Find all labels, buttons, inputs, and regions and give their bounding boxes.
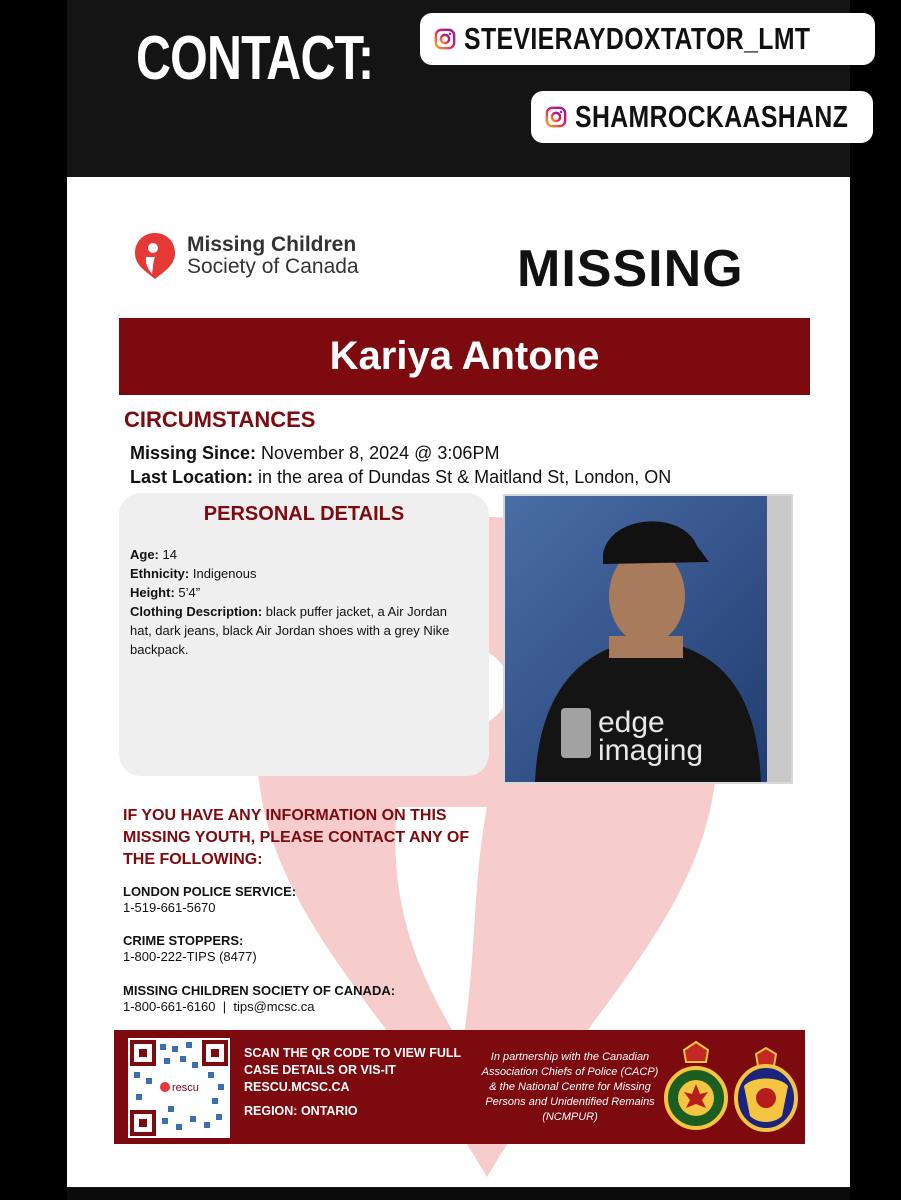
agency-name: LONDON POLICE SERVICE: — [123, 884, 297, 899]
personal-details-panel — [119, 493, 489, 776]
agency-name: MISSING CHILDREN SOCIETY OF CANADA: — [123, 983, 396, 998]
missing-person-photo — [503, 494, 793, 784]
clothing-label: Clothing Description: — [130, 604, 263, 619]
mcsc-logo-icon — [133, 231, 177, 281]
last-location — [130, 467, 671, 488]
height-row — [130, 583, 470, 602]
photo-watermark-line1: edge — [598, 706, 665, 739]
handle-text: SHAMROCKAASHANZ — [575, 99, 849, 134]
missing-since — [130, 443, 499, 464]
scan-instructions: SCAN THE QR CODE TO VIEW FULL CASE DETAILS OR VIS-IT RESCU.MCSC.CA — [244, 1046, 461, 1094]
last-location-label: Last Location: — [130, 467, 254, 487]
photo-watermark-line2: imaging — [598, 734, 704, 767]
clothing-value: black puffer jacket, a Air Jordan hat, dark jeans, black Air Jordan shoes with a grey Nike backpack. — [130, 604, 450, 657]
contact-instructions: IF YOU HAVE ANY INFORMATION ON THIS MISSING YOUTH, PLEASE CONTACT ANY OF THE FOLLOWING: — [123, 807, 470, 868]
instagram-icon — [434, 28, 456, 50]
rcmp-crest-icon — [730, 1046, 802, 1134]
age-label: Age: — [130, 547, 159, 562]
region-label: REGION: ONTARIO — [244, 1104, 358, 1118]
agency-london-police — [123, 884, 296, 916]
frame-bottom-edge — [67, 1188, 850, 1200]
age-value: 14 — [162, 547, 177, 562]
missing-poster — [67, 177, 850, 1187]
mcsc-logo — [133, 231, 359, 281]
circumstances-heading: CIRCUMSTANCES — [124, 407, 316, 432]
height-value: 5’4” — [178, 585, 201, 600]
personal-details-heading: PERSONAL DETAILS — [203, 503, 405, 525]
instagram-icon — [545, 106, 567, 128]
qr-code[interactable] — [126, 1036, 232, 1140]
agency-crime-stoppers — [123, 933, 257, 965]
ethnicity-label: Ethnicity: — [130, 566, 190, 581]
handle-text: STEVIERAYDOXTATOR_LMT — [464, 21, 811, 56]
missing-person-name: Kariya Antone — [329, 334, 600, 378]
missing-since-value: November 8, 2024 @ 3:06PM — [261, 443, 500, 463]
partnership-note: In partnership with the Canadian Association Chiefs of Police (CACP) & the National Centre for Missing Persons and Unidentified Remains (NCMPUR) — [481, 1051, 659, 1123]
contact-label: CONTACT: — [136, 24, 374, 93]
footer-banner — [114, 1030, 805, 1144]
ethnicity-row — [130, 564, 470, 583]
org-name-line2: Society of Canada — [187, 255, 359, 278]
agency-name: CRIME STOPPERS: — [123, 933, 244, 948]
height-label: Height: — [130, 585, 175, 600]
missing-heading: MISSING — [517, 240, 744, 298]
last-location-value: in the area of Dundas St & Maitland St, London, ON — [258, 467, 672, 487]
ethnicity-value: Indigenous — [192, 566, 257, 581]
clothing-row — [130, 602, 470, 659]
qr-label: rescu — [172, 1082, 199, 1094]
cacp-crest-icon — [662, 1040, 730, 1136]
age-row — [130, 545, 470, 564]
org-name-line1: Missing Children — [187, 233, 357, 256]
agency-contact[interactable]: 1-519-661-5670 — [123, 900, 216, 915]
agency-mcsc — [123, 983, 395, 1015]
missing-since-label: Missing Since: — [130, 443, 257, 463]
agency-contact[interactable]: 1-800-222-TIPS (8477) — [123, 949, 257, 964]
name-banner — [119, 318, 810, 395]
instagram-handle-shamrock[interactable] — [531, 91, 873, 143]
agency-contact[interactable]: 1-800-661-6160 | tips@mcsc.ca — [123, 999, 315, 1014]
instagram-handle-stevie[interactable] — [420, 13, 875, 65]
